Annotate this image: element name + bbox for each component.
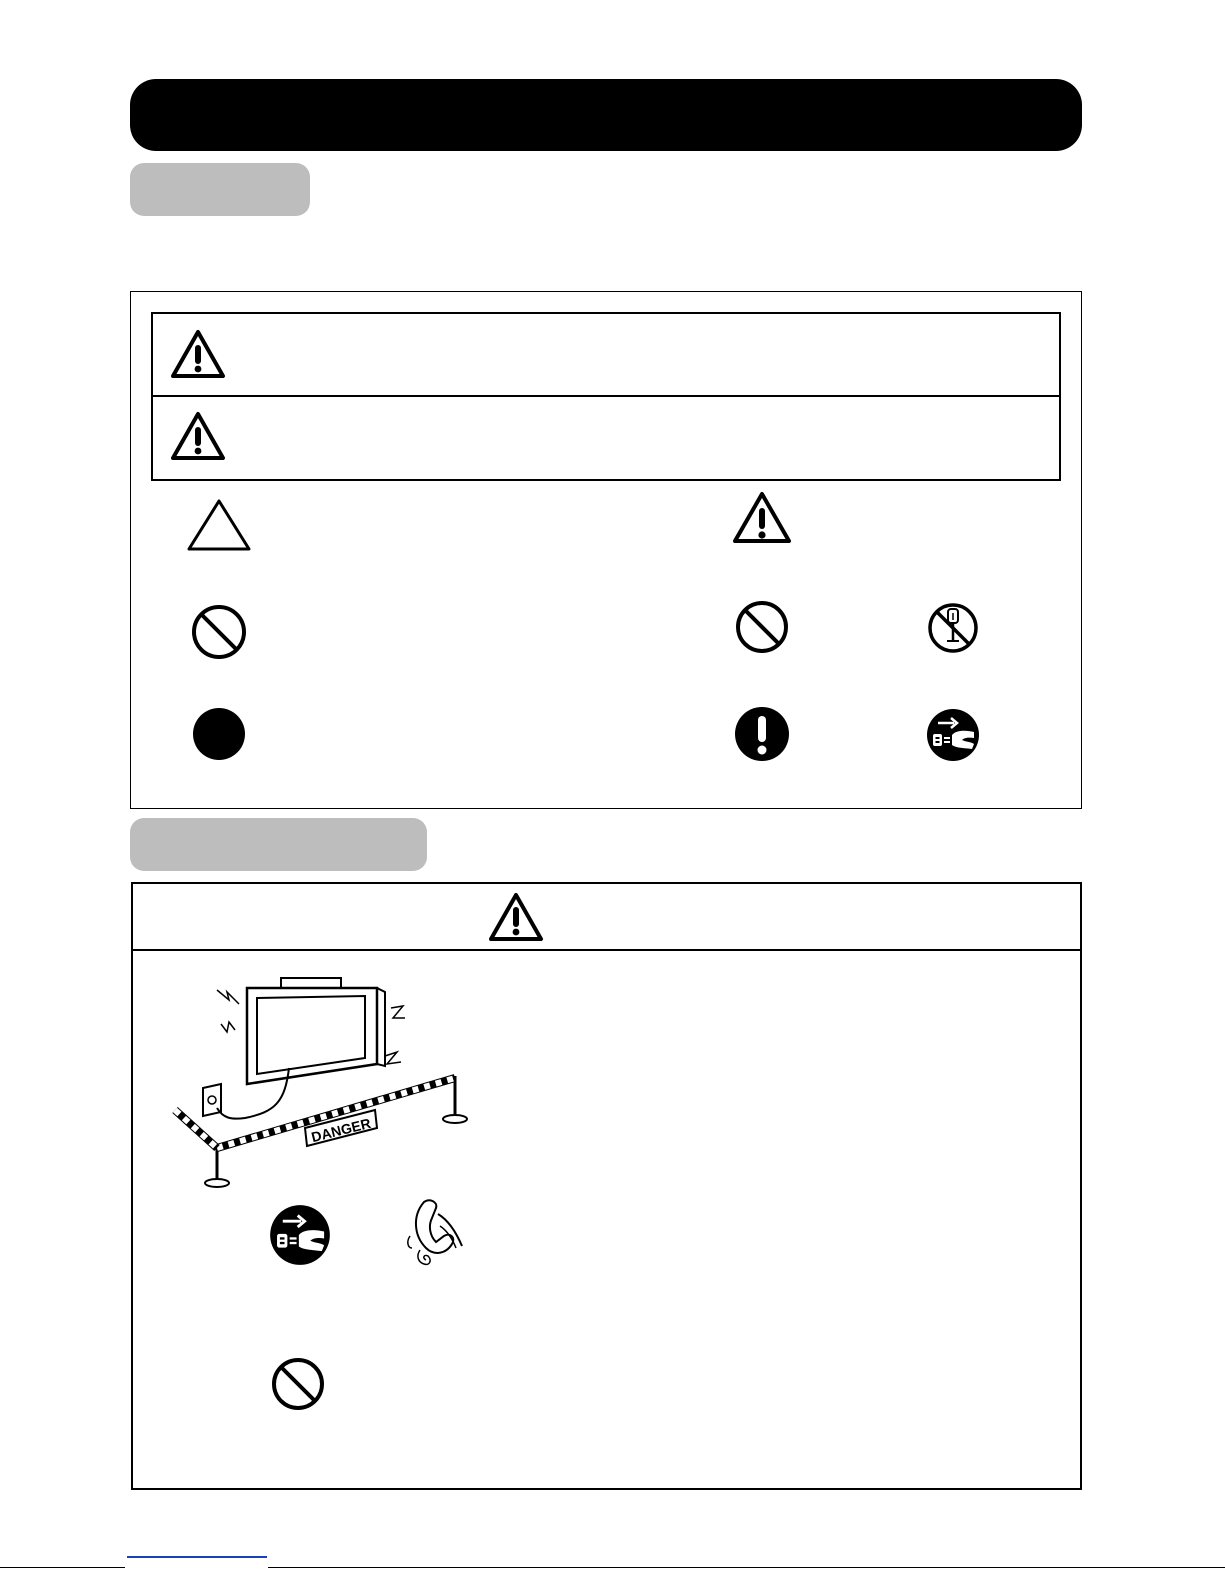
footer-rule	[268, 1567, 1225, 1568]
footer-rule	[0, 1567, 125, 1568]
unplug-action-icon	[269, 1204, 331, 1266]
section-tab-symbols	[130, 163, 310, 216]
mandatory-exclamation-icon	[734, 706, 790, 762]
blank-triangle-icon	[186, 498, 252, 552]
mandatory-filled-circle-icon	[192, 707, 246, 761]
danger-monitor-illustration	[165, 972, 475, 1194]
warning-triangle-example-icon	[731, 490, 793, 546]
warning-box-header-divider	[132, 949, 1080, 951]
table-divider	[152, 395, 1060, 397]
prohibition-lower-icon	[270, 1356, 326, 1412]
prohibition-example-icon	[734, 599, 790, 655]
unplug-icon	[926, 708, 980, 762]
section-tab-precautions	[130, 818, 427, 871]
page-title-bar	[130, 79, 1082, 151]
danger-sign-label: DANGER	[309, 1114, 373, 1146]
footer-link-underline[interactable]	[127, 1556, 267, 1558]
warning-triangle-icon	[170, 328, 226, 380]
prohibition-icon	[190, 603, 248, 661]
caution-triangle-icon	[170, 410, 226, 462]
no-disassembly-icon	[926, 601, 980, 655]
warning-header-triangle-icon	[488, 891, 544, 943]
phone-icon	[396, 1196, 466, 1272]
